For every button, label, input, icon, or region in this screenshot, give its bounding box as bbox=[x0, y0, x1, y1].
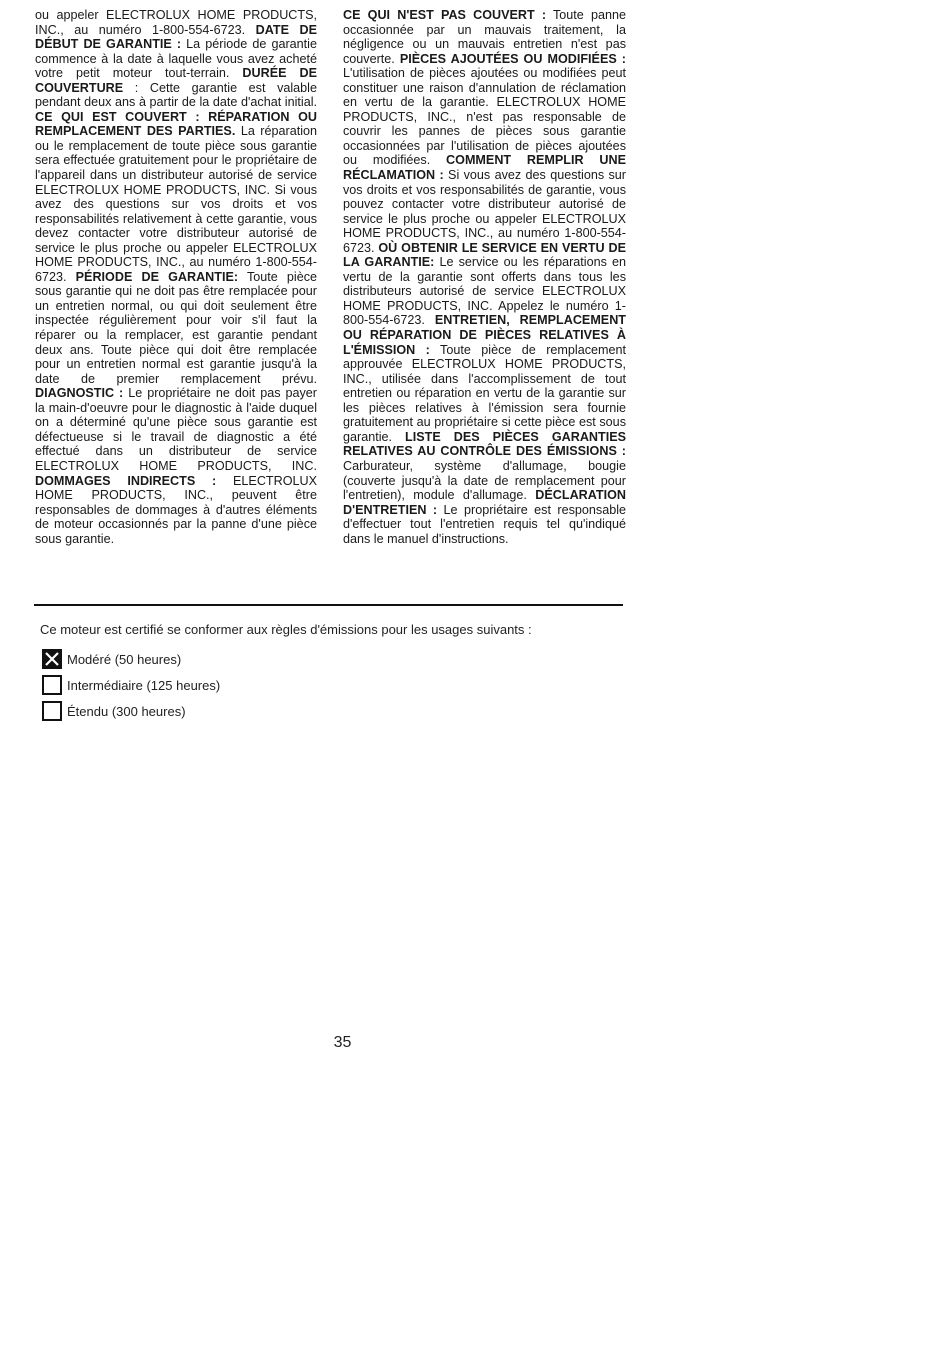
body-text: Le propriétaire ne doit pas payer la main-d'oeuvre pour le diagnostic à l'aide duquel on a déterminé qu'une pièce sous garantie est défectueuse si le travail de diagnostic a été effectué dans un distributeur de service ELECTROLUX HOME PRODUCTS, INC. bbox=[35, 386, 317, 473]
warranty-text-right bbox=[343, 8, 626, 546]
option-moderate bbox=[42, 649, 181, 669]
body-text: Toute panne occasionnée par un mauvais traitement, la négligence ou un mauvais entretien n'est pas couverte. bbox=[343, 8, 626, 66]
body-text: Le propriétaire est responsable d'effectuer tout l'entretien requis tel qu'indiqué dans le manuel d'instructions. bbox=[343, 502, 627, 546]
empty-checkbox-icon bbox=[42, 675, 62, 695]
option-intermediate bbox=[42, 675, 220, 695]
section-heading: DATE DE DÉBUT DE GARANTIE : bbox=[35, 22, 317, 52]
option-label: Modéré (50 heures) bbox=[67, 651, 182, 667]
section-heading: DURÉE DE COUVERTURE bbox=[35, 66, 318, 95]
body-text: : Cette garantie est valable pendant deux ans à partir de la date d'achat initial. bbox=[35, 80, 317, 110]
option-extended bbox=[42, 701, 186, 721]
certification-statement: Ce moteur est certifié se conformer aux règles d'émissions pour les usages suivants : bbox=[40, 622, 532, 637]
body-text: Le service ou les réparations en vertu de la garantie sont offerts dans tous les distributeurs autorisé de service ELECTROLUX HOME PRODUCTS, INC. Appelez le numéro 1-800-554-6723. bbox=[343, 255, 627, 328]
section-heading: DIAGNOSTIC : bbox=[35, 386, 124, 401]
section-heading: ENTRETIEN, REMPLACEMENT OU RÉPARATION DE PIÈCES RELATIVES À L'ÉMISSION : bbox=[343, 313, 626, 357]
section-divider bbox=[34, 604, 623, 606]
body-text: Toute pièce de remplacement approuvée ELECTROLUX HOME PRODUCTS, INC., utilisée dans l'accomplissement de tout entretien ou réparation en vertu de la garantie sur les pièces relatives à l'émission sera fournie gratuitement au propriétaire si cette pièce est sous garantie. bbox=[343, 342, 626, 444]
body-text: La période de garantie commence à la date à laquelle vous avez acheté votre petit moteur tout-terrain. bbox=[35, 37, 317, 81]
warranty-column-right bbox=[343, 8, 626, 546]
section-heading: DOMMAGES INDIRECTS : bbox=[35, 473, 217, 488]
section-heading: COMMENT REMPLIR UNE RÉCLAMATION : bbox=[343, 153, 626, 183]
body-text: Carburateur, système d'allumage, bougie (couverte jusqu'à la date de remplacement pour l'entretien), module d'allumage. bbox=[343, 458, 626, 503]
warranty-text-left bbox=[35, 8, 317, 546]
section-heading: OÙ OBTENIR LE SERVICE EN VERTU DE LA GARANTIE: bbox=[343, 240, 626, 270]
section-heading: LISTE DES PIÈCES GARANTIES RELATIVES AU CONTRÔLE DES ÉMISSIONS : bbox=[343, 429, 627, 459]
checked-checkbox-icon bbox=[42, 649, 62, 669]
warranty-column-left bbox=[35, 8, 317, 546]
body-text: ELECTROLUX HOME PRODUCTS, INC., peuvent être responsables de dommages à d'autres éléments de moteur occasionnés par la panne d'une pièce sous garantie. bbox=[35, 473, 317, 546]
section-heading: CE QUI EST COUVERT : RÉPARATION OU REMPLACEMENT DES PARTIES. bbox=[35, 109, 317, 139]
body-text: L'utilisation de pièces ajoutées ou modifiées peut constituer une raison d'annulation de réclamation en vertu de la garantie. ELECTROLUX HOME PRODUCTS, INC., n'est pas responsable de couvrir les pannes de pièces sous garantie occasionnées par l'utilisation de pièces ajoutées ou modifiées. bbox=[343, 66, 626, 168]
option-label: Intermédiaire (125 heures) bbox=[67, 677, 221, 693]
section-heading: PÉRIODE DE GARANTIE: bbox=[75, 269, 239, 284]
body-text: ou appeler ELECTROLUX HOME PRODUCTS, INC., au numéro 1-800-554-6723. bbox=[35, 8, 317, 37]
empty-checkbox-icon bbox=[42, 701, 62, 721]
section-heading: CE QUI N'EST PAS COUVERT : bbox=[343, 8, 547, 22]
section-heading: PIÈCES AJOUTÉES OU MODIFIÉES : bbox=[399, 51, 626, 66]
body-text: La réparation ou le remplacement de toute pièce sous garantie sera effectuée gratuitement pour le propriétaire de l'appareil dans un distributeur autorisé de service ELECTROLUX HOME PRODUCTS, INC. Si vous avez des questions sur vos droits et vos responsabilités relativement à cette garantie, vous devez contacter votre distributeur autorisé de service le plus proche ou appeler ELECTROLUX HOME PRODUCTS, INC., au numéro 1-800-554-6723. bbox=[35, 124, 318, 284]
body-text: Si vous avez des questions sur vos droits et vos responsabilités de garantie, vous pouvez contacter votre distributeur autorisé de service le plus proche ou appeler ELECTROLUX HOME PRODUCTS, INC., au numéro 1-800-554-6723. bbox=[343, 168, 626, 255]
page-number: 35 bbox=[333, 1034, 352, 1051]
option-label: Étendu (300 heures) bbox=[67, 703, 186, 719]
body-text: Toute pièce sous garantie qui ne doit pas être remplacée pour un entretien normal, ou qui doit seulement être inspectée régulièrement pour voir s'il faut la réparer ou la remplacer, est garantie pendant deux ans. Toute pièce qui doit être remplacée pour un entretien normal est garantie jusqu'à la date de premier remplacement prévu. bbox=[35, 269, 318, 386]
section-heading: DÉCLARATION D'ENTRETIEN : bbox=[343, 488, 626, 517]
